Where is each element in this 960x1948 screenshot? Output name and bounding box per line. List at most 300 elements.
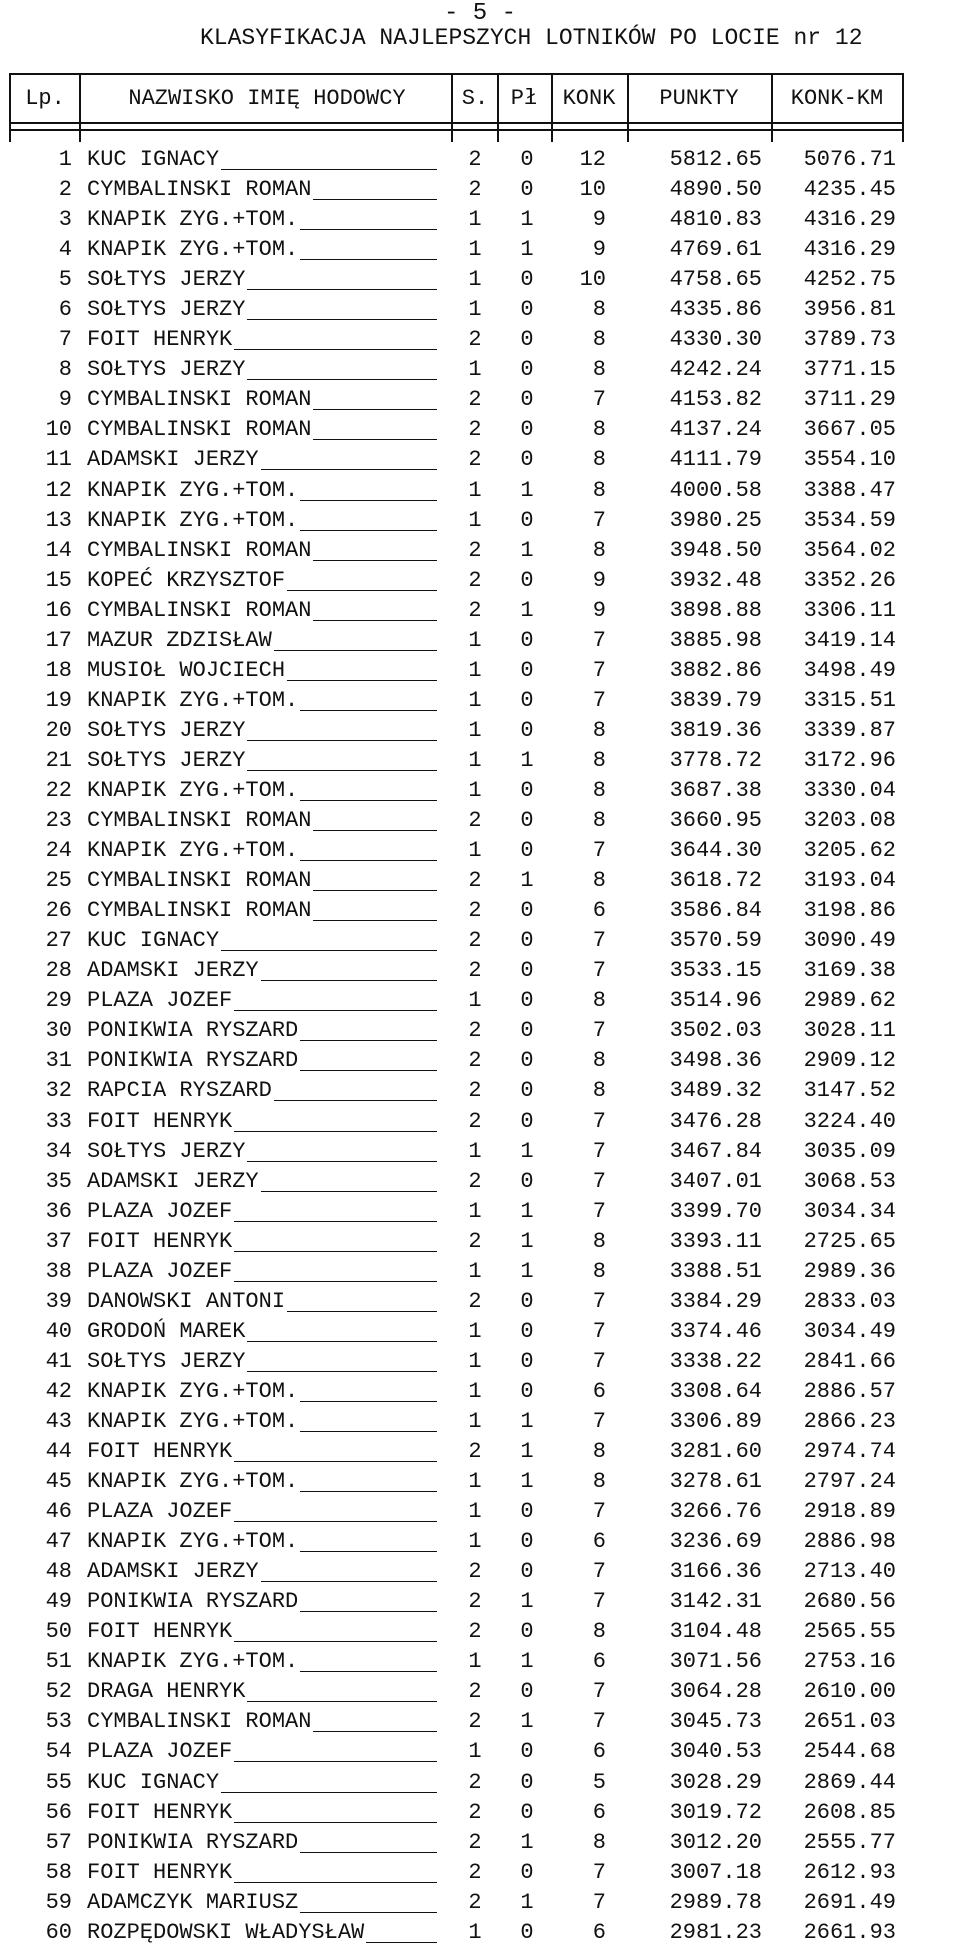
table-row: [0, 1918, 960, 1948]
cell-name-text: SOŁTYS JERZY: [87, 267, 246, 293]
cell-pl: 0: [520, 627, 534, 653]
cell-name: [87, 1707, 437, 1737]
cell-konk: 7: [592, 958, 606, 984]
cell-lp: 10: [45, 417, 72, 443]
cell-name-text: DANOWSKI ANTONI: [87, 1288, 286, 1314]
cell-pl: 0: [520, 177, 534, 203]
cell-punkty: 3236.69: [669, 1529, 762, 1555]
cell-lp: 2: [58, 177, 72, 203]
cell-name-text: SOŁTYS JERZY: [87, 297, 246, 323]
cell-s: 1: [468, 1408, 482, 1434]
cell-name: [87, 716, 437, 746]
cell-pl: 0: [520, 1018, 534, 1044]
cell-pl: 0: [520, 958, 534, 984]
cell-lp: 38: [45, 1258, 72, 1284]
cell-lp: 37: [45, 1228, 72, 1254]
cell-pl: 1: [520, 1198, 534, 1224]
cell-konk-km: 3711.29: [803, 387, 896, 413]
table-row: [0, 596, 960, 626]
cell-lp: 35: [45, 1168, 72, 1194]
cell-s: 2: [468, 1619, 482, 1645]
cell-lp: 28: [45, 958, 72, 984]
cell-s: 1: [468, 237, 482, 263]
cell-name-text: CYMBALINSKI ROMAN: [87, 177, 312, 203]
cell-konk: 6: [592, 1529, 606, 1555]
cell-lp: 49: [45, 1589, 72, 1615]
cell-pl: 1: [520, 597, 534, 623]
cell-s: 2: [468, 1078, 482, 1104]
cell-s: 2: [468, 1889, 482, 1915]
cell-pl: 0: [520, 808, 534, 834]
table-row: [0, 1227, 960, 1257]
cell-konk-km: 3667.05: [803, 417, 896, 443]
cell-name: [87, 445, 437, 475]
cell-name: [87, 295, 437, 325]
table-row: [0, 626, 960, 656]
cell-lp: 43: [45, 1408, 72, 1434]
cell-konk-km: 3090.49: [803, 928, 896, 954]
cell-punkty: 4137.24: [669, 417, 762, 443]
cell-name-text: FOIT HENRYK: [87, 1859, 233, 1885]
cell-punkty: 3898.88: [669, 597, 762, 623]
cell-konk: 6: [592, 1378, 606, 1404]
cell-lp: 22: [45, 777, 72, 803]
cell-name: [87, 896, 437, 926]
table-row: [0, 1107, 960, 1137]
cell-lp: 52: [45, 1679, 72, 1705]
column-tick: [902, 124, 904, 142]
table-row: [0, 145, 960, 175]
cell-name: [87, 656, 437, 686]
cell-s: 2: [468, 1679, 482, 1705]
cell-s: 2: [468, 1799, 482, 1825]
cell-name: [87, 1858, 437, 1888]
cell-lp: 25: [45, 868, 72, 894]
cell-konk: 8: [592, 1258, 606, 1284]
cell-konk: 7: [592, 687, 606, 713]
cell-konk-km: 3498.49: [803, 657, 896, 683]
cell-s: 2: [468, 1288, 482, 1314]
cell-konk: 9: [592, 567, 606, 593]
cell-konk-km: 2544.68: [803, 1739, 896, 1765]
cell-konk-km: 2555.77: [803, 1829, 896, 1855]
cell-konk-km: 4316.29: [803, 237, 896, 263]
cell-name-text: CYMBALINSKI ROMAN: [87, 597, 312, 623]
cell-name-text: CYMBALINSKI ROMAN: [87, 1709, 312, 1735]
cell-pl: 0: [520, 297, 534, 323]
cell-pl: 1: [520, 1258, 534, 1284]
cell-konk: 12: [579, 147, 606, 172]
cell-konk-km: 2661.93: [803, 1919, 896, 1945]
cell-lp: 42: [45, 1378, 72, 1404]
cell-pl: 1: [520, 1589, 534, 1615]
cell-name-text: CYMBALINSKI ROMAN: [87, 808, 312, 834]
cell-s: 2: [468, 177, 482, 203]
cell-name: [87, 385, 437, 415]
cell-lp: 56: [45, 1799, 72, 1825]
cell-konk-km: 3172.96: [803, 747, 896, 773]
cell-s: 2: [468, 808, 482, 834]
cell-konk: 8: [592, 868, 606, 894]
cell-name: [87, 1828, 437, 1858]
table-row: [0, 1407, 960, 1437]
cell-pl: 0: [520, 717, 534, 743]
table-row: [0, 265, 960, 295]
cell-s: 2: [468, 447, 482, 473]
cell-pl: 0: [520, 1859, 534, 1885]
column-tick: [79, 124, 81, 142]
cell-konk-km: 3203.08: [803, 808, 896, 834]
cell-konk-km: 3205.62: [803, 838, 896, 864]
cell-name-text: PONIKWIA RYSZARD: [87, 1829, 299, 1855]
cell-name-text: FOIT HENRYK: [87, 1799, 233, 1825]
header-under-rule: [9, 129, 904, 131]
cell-lp: 13: [45, 507, 72, 533]
cell-lp: 19: [45, 687, 72, 713]
cell-pl: 0: [520, 1168, 534, 1194]
cell-lp: 6: [58, 297, 72, 323]
cell-punkty: 3166.36: [669, 1559, 762, 1585]
cell-konk: 8: [592, 417, 606, 443]
cell-konk: 8: [592, 297, 606, 323]
cell-s: 1: [468, 1258, 482, 1284]
cell-name: [87, 1888, 437, 1918]
table-row: [0, 1437, 960, 1467]
cell-konk-km: 3068.53: [803, 1168, 896, 1194]
cell-lp: 5: [58, 267, 72, 293]
cell-name: [87, 1557, 437, 1587]
cell-s: 1: [468, 687, 482, 713]
table-row: [0, 385, 960, 415]
table-header: [9, 73, 904, 124]
cell-pl: 0: [520, 1108, 534, 1134]
cell-pl: 0: [520, 777, 534, 803]
cell-pl: 1: [520, 1439, 534, 1465]
cell-name-text: MUSIOŁ WOJCIECH: [87, 657, 286, 683]
cell-s: 1: [468, 477, 482, 503]
cell-name-text: KNAPIK ZYG.+TOM.: [87, 477, 299, 503]
cell-lp: 16: [45, 597, 72, 623]
table-row: [0, 1287, 960, 1317]
cell-konk-km: 3352.26: [803, 567, 896, 593]
cell-konk: 8: [592, 1829, 606, 1855]
cell-name-text: CYMBALINSKI ROMAN: [87, 537, 312, 563]
cell-konk: 7: [592, 1709, 606, 1735]
cell-konk: 8: [592, 1619, 606, 1645]
cell-konk: 9: [592, 237, 606, 263]
cell-konk-km: 3028.11: [803, 1018, 896, 1044]
cell-lp: 45: [45, 1469, 72, 1495]
cell-s: 1: [468, 1739, 482, 1765]
header-divider: [79, 73, 81, 124]
cell-s: 2: [468, 1108, 482, 1134]
cell-name: [87, 1768, 437, 1798]
cell-name: [87, 1016, 437, 1046]
cell-pl: 0: [520, 417, 534, 443]
table-row: [0, 1046, 960, 1076]
cell-name: [87, 1497, 437, 1527]
cell-name-text: GRODOŃ MAREK: [87, 1318, 246, 1344]
cell-punkty: 3467.84: [669, 1138, 762, 1164]
cell-s: 2: [468, 1168, 482, 1194]
cell-konk-km: 4235.45: [803, 177, 896, 203]
cell-name-text: DRAGA HENRYK: [87, 1679, 246, 1705]
cell-lp: 15: [45, 567, 72, 593]
table-row: [0, 1257, 960, 1287]
cell-pl: 0: [520, 1619, 534, 1645]
cell-name: [87, 1437, 437, 1467]
cell-konk-km: 2866.23: [803, 1408, 896, 1434]
cell-konk-km: 3034.49: [803, 1318, 896, 1344]
cell-konk: 10: [579, 267, 606, 293]
cell-punkty: 4330.30: [669, 327, 762, 353]
table-row: [0, 1137, 960, 1167]
cell-pl: 0: [520, 898, 534, 924]
cell-name-text: CYMBALINSKI ROMAN: [87, 898, 312, 924]
cell-s: 1: [468, 627, 482, 653]
cell-konk: 8: [592, 777, 606, 803]
cell-punkty: 3071.56: [669, 1649, 762, 1675]
cell-punkty: 2989.78: [669, 1889, 762, 1915]
cell-name: [87, 836, 437, 866]
cell-lp: 11: [45, 447, 72, 473]
cell-name-text: ADAMSKI JERZY: [87, 958, 259, 984]
cell-lp: 44: [45, 1439, 72, 1465]
cell-pl: 1: [520, 1829, 534, 1855]
cell-punkty: 3489.32: [669, 1078, 762, 1104]
cell-name-text: KOPEĆ KRZYSZTOF: [87, 567, 286, 593]
table-row: [0, 986, 960, 1016]
cell-s: 1: [468, 1138, 482, 1164]
cell-name-text: KNAPIK ZYG.+TOM.: [87, 1408, 299, 1434]
header-punkty: PUNKTY: [659, 86, 739, 111]
cell-punkty: 3533.15: [669, 958, 762, 984]
cell-punkty: 3278.61: [669, 1469, 762, 1495]
cell-name: [87, 1287, 437, 1317]
cell-name-text: FOIT HENRYK: [87, 1619, 233, 1645]
cell-s: 1: [468, 1318, 482, 1344]
cell-konk-km: 3034.34: [803, 1198, 896, 1224]
cell-s: 1: [468, 1198, 482, 1224]
table-row: [0, 896, 960, 926]
header-s: S.: [461, 86, 489, 111]
table-row: [0, 1016, 960, 1046]
cell-pl: 1: [520, 1649, 534, 1675]
cell-pl: 0: [520, 657, 534, 683]
cell-name: [87, 355, 437, 385]
cell-konk: 7: [592, 1138, 606, 1164]
cell-konk-km: 2691.49: [803, 1889, 896, 1915]
cell-name-text: KNAPIK ZYG.+TOM.: [87, 777, 299, 803]
cell-name: [87, 1527, 437, 1557]
cell-name-text: CYMBALINSKI ROMAN: [87, 387, 312, 413]
cell-s: 1: [468, 657, 482, 683]
table-row: [0, 956, 960, 986]
cell-name-text: KUC IGNACY: [87, 1769, 220, 1795]
cell-konk: 7: [592, 1499, 606, 1525]
header-pl: Pł: [510, 86, 538, 111]
cell-lp: 51: [45, 1649, 72, 1675]
cell-pl: 0: [520, 327, 534, 353]
cell-name-text: ADAMSKI JERZY: [87, 447, 259, 473]
cell-pl: 0: [520, 1048, 534, 1074]
cell-punkty: 4000.58: [669, 477, 762, 503]
cell-konk: 7: [592, 507, 606, 533]
cell-punkty: 3045.73: [669, 1709, 762, 1735]
cell-name: [87, 626, 437, 656]
cell-konk-km: 3419.14: [803, 627, 896, 653]
table-row: [0, 445, 960, 475]
cell-name: [87, 415, 437, 445]
cell-konk-km: 2610.00: [803, 1679, 896, 1705]
table-row: [0, 476, 960, 506]
table-row: [0, 1076, 960, 1106]
cell-lp: 57: [45, 1829, 72, 1855]
cell-name: [87, 145, 437, 175]
cell-name: [87, 265, 437, 295]
cell-konk-km: 2608.85: [803, 1799, 896, 1825]
cell-konk: 8: [592, 808, 606, 834]
cell-name: [87, 1227, 437, 1257]
table-row: [0, 566, 960, 596]
cell-name-text: SOŁTYS JERZY: [87, 717, 246, 743]
cell-name: [87, 1107, 437, 1137]
cell-pl: 1: [520, 1709, 534, 1735]
cell-konk-km: 5076.71: [803, 147, 896, 172]
cell-name: [87, 1257, 437, 1287]
cell-name: [87, 1046, 437, 1076]
cell-konk: 8: [592, 1439, 606, 1465]
cell-s: 2: [468, 1769, 482, 1795]
cell-konk-km: 3956.81: [803, 297, 896, 323]
cell-s: 2: [468, 597, 482, 623]
cell-punkty: 3266.76: [669, 1499, 762, 1525]
cell-konk: 7: [592, 1679, 606, 1705]
cell-s: 1: [468, 1649, 482, 1675]
cell-lp: 58: [45, 1859, 72, 1885]
cell-konk: 8: [592, 327, 606, 353]
cell-punkty: 4758.65: [669, 267, 762, 293]
cell-s: 1: [468, 1378, 482, 1404]
cell-konk-km: 2974.74: [803, 1439, 896, 1465]
cell-name-text: PLAZA JOZEF: [87, 1739, 233, 1765]
table-row: [0, 716, 960, 746]
cell-name-text: ADAMCZYK MARIUSZ: [87, 1889, 299, 1915]
cell-konk-km: 3198.86: [803, 898, 896, 924]
table-row: [0, 1768, 960, 1798]
cell-name: [87, 536, 437, 566]
cell-lp: 33: [45, 1108, 72, 1134]
cell-pl: 0: [520, 1288, 534, 1314]
cell-s: 2: [468, 387, 482, 413]
cell-punkty: 3064.28: [669, 1679, 762, 1705]
column-tick: [497, 124, 499, 142]
cell-name-text: PONIKWIA RYSZARD: [87, 1048, 299, 1074]
cell-pl: 1: [520, 1469, 534, 1495]
cell-name: [87, 1137, 437, 1167]
cell-punkty: 3514.96: [669, 988, 762, 1014]
results-table-body: [0, 145, 960, 1948]
cell-s: 1: [468, 838, 482, 864]
cell-lp: 59: [45, 1889, 72, 1915]
cell-punkty: 3980.25: [669, 507, 762, 533]
cell-lp: 9: [58, 387, 72, 413]
cell-name: [87, 1377, 437, 1407]
cell-s: 2: [468, 327, 482, 353]
cell-name-text: PLAZA JOZEF: [87, 1499, 233, 1525]
cell-konk-km: 2680.56: [803, 1589, 896, 1615]
header-lp: Lp.: [25, 86, 65, 111]
cell-s: 1: [468, 988, 482, 1014]
cell-name: [87, 325, 437, 355]
table-row: [0, 1888, 960, 1918]
cell-konk-km: 3306.11: [803, 597, 896, 623]
cell-punkty: 3399.70: [669, 1198, 762, 1224]
cell-punkty: 3885.98: [669, 627, 762, 653]
cell-konk: 6: [592, 1739, 606, 1765]
cell-pl: 1: [520, 207, 534, 233]
cell-punkty: 3932.48: [669, 567, 762, 593]
cell-lp: 1: [58, 147, 72, 172]
cell-konk: 7: [592, 1348, 606, 1374]
cell-name: [87, 1737, 437, 1767]
cell-punkty: 4810.83: [669, 207, 762, 233]
cell-name: [87, 1798, 437, 1828]
cell-s: 1: [468, 1348, 482, 1374]
cell-punkty: 3407.01: [669, 1168, 762, 1194]
cell-konk: 8: [592, 1469, 606, 1495]
cell-name: [87, 1467, 437, 1497]
cell-konk-km: 3035.09: [803, 1138, 896, 1164]
cell-punkty: 3374.46: [669, 1318, 762, 1344]
cell-lp: 21: [45, 747, 72, 773]
cell-s: 2: [468, 1048, 482, 1074]
cell-name: [87, 926, 437, 956]
cell-pl: 0: [520, 687, 534, 713]
cell-konk-km: 2833.03: [803, 1288, 896, 1314]
cell-name-text: KUC IGNACY: [87, 147, 220, 172]
cell-lp: 60: [45, 1919, 72, 1945]
cell-konk: 6: [592, 1649, 606, 1675]
cell-name: [87, 1317, 437, 1347]
cell-punkty: 4890.50: [669, 177, 762, 203]
table-row: [0, 536, 960, 566]
cell-konk-km: 2989.36: [803, 1258, 896, 1284]
cell-s: 2: [468, 537, 482, 563]
cell-name-text: SOŁTYS JERZY: [87, 1138, 246, 1164]
cell-konk-km: 2918.89: [803, 1499, 896, 1525]
cell-punkty: 4769.61: [669, 237, 762, 263]
cell-punkty: 3476.28: [669, 1108, 762, 1134]
header-konk-km: KONK-KM: [790, 86, 884, 111]
cell-konk: 7: [592, 1018, 606, 1044]
cell-pl: 0: [520, 147, 534, 172]
cell-pl: 1: [520, 1889, 534, 1915]
cell-konk-km: 3564.02: [803, 537, 896, 563]
cell-konk: 7: [592, 1198, 606, 1224]
cell-name: [87, 1918, 437, 1948]
cell-konk-km: 3315.51: [803, 687, 896, 713]
cell-pl: 0: [520, 1769, 534, 1795]
cell-s: 2: [468, 147, 482, 172]
cell-lp: 40: [45, 1318, 72, 1344]
table-row: [0, 295, 960, 325]
cell-name-text: KNAPIK ZYG.+TOM.: [87, 1469, 299, 1495]
cell-konk-km: 3771.15: [803, 357, 896, 383]
table-row: [0, 806, 960, 836]
cell-punkty: 3142.31: [669, 1589, 762, 1615]
cell-konk-km: 3388.47: [803, 477, 896, 503]
